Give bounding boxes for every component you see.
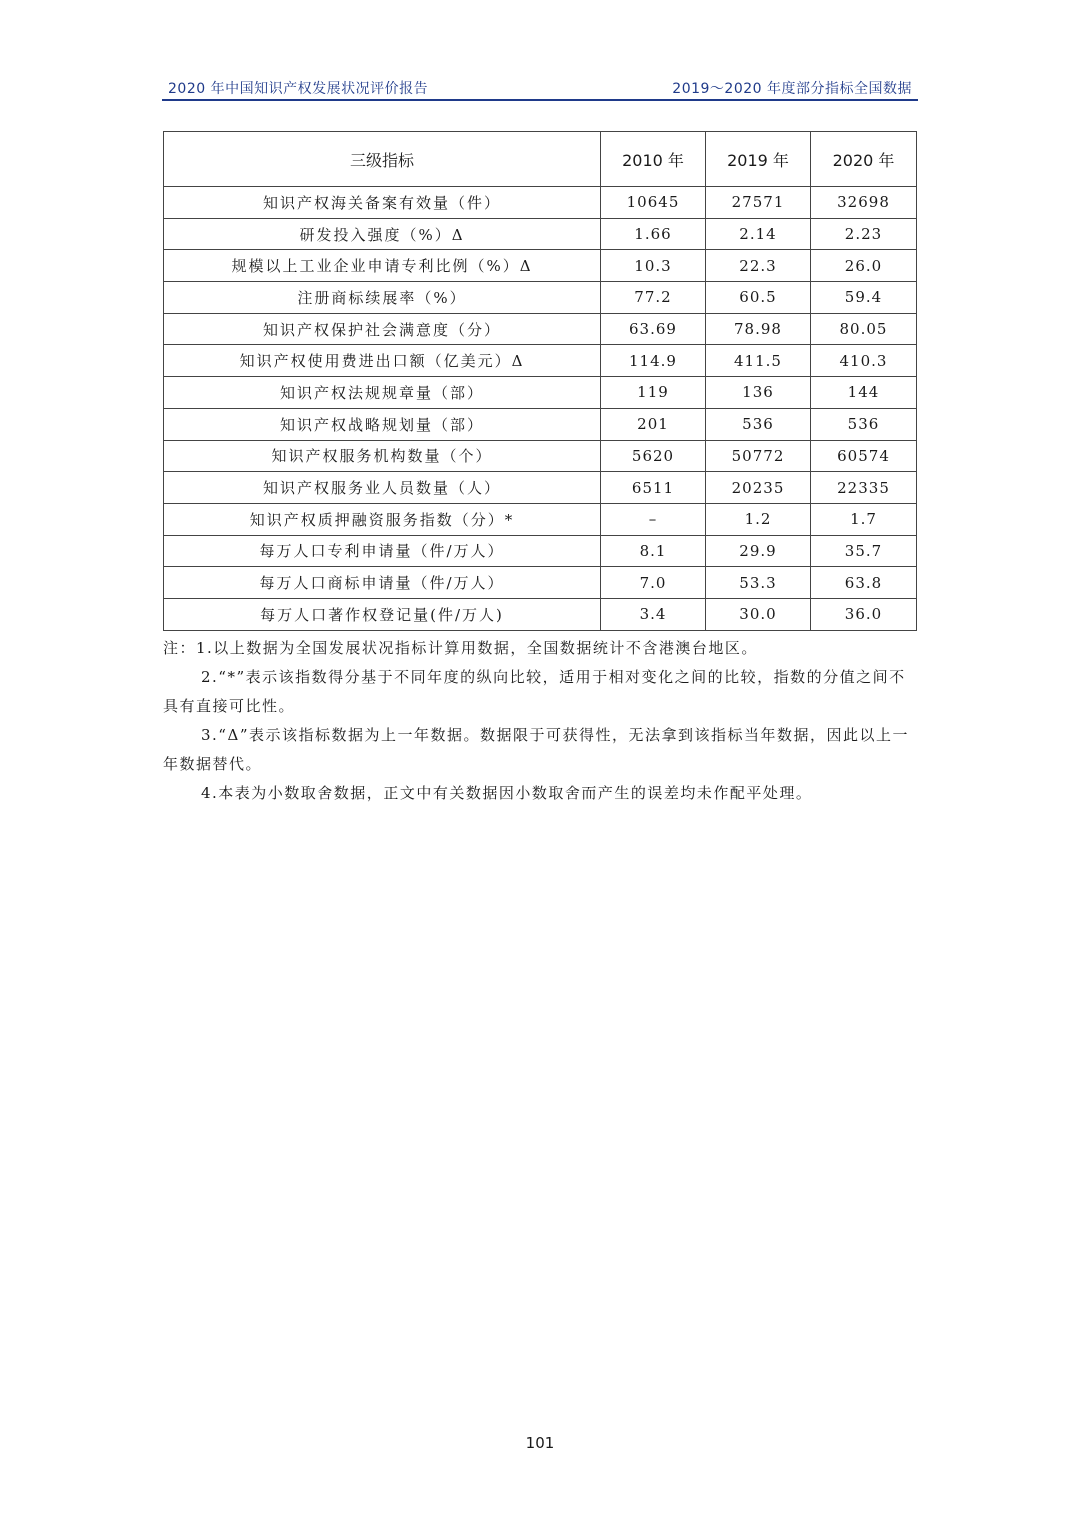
value-2019-cell: 136 — [706, 377, 811, 409]
value-2010-cell: 6511 — [601, 472, 706, 504]
value-2010-cell: 77.2 — [601, 282, 706, 314]
value-2019-cell: 22.3 — [706, 250, 811, 282]
table-row — [164, 282, 917, 314]
column-header-2010: 2010 年 — [601, 132, 706, 187]
value-2020-cell: 63.8 — [811, 567, 917, 599]
indicator-cell: 知识产权保护社会满意度（分） — [164, 313, 601, 345]
note-3: 3.“Δ”表示该指标数据为上一年数据。数据限于可获得性，无法拿到该指标当年数据，因此以上一年数据替代。 — [163, 726, 909, 773]
indicator-cell: 每万人口专利申请量（件/万人） — [164, 535, 601, 567]
note-4: 4.本表为小数取舍数据，正文中有关数据因小数取舍而产生的误差均未作配平处理。 — [201, 784, 813, 802]
value-2020-cell: 32698 — [811, 187, 917, 219]
indicator-cell: 知识产权战略规划量（部） — [164, 408, 601, 440]
indicator-table — [163, 131, 917, 631]
table-row — [164, 345, 917, 377]
value-2020-cell: 60574 — [811, 440, 917, 472]
table-header-row — [164, 132, 917, 187]
indicator-cell: 注册商标续展率（%） — [164, 282, 601, 314]
value-2020-cell: 80.05 — [811, 313, 917, 345]
value-2010-cell: 3.4 — [601, 598, 706, 630]
value-2020-cell: 410.3 — [811, 345, 917, 377]
column-header-indicator: 三级指标 — [164, 132, 601, 187]
indicator-cell: 知识产权使用费进出口额（亿美元）Δ — [164, 345, 601, 377]
value-2019-cell: 30.0 — [706, 598, 811, 630]
value-2010-cell: 7.0 — [601, 567, 706, 599]
report-title: 2020 年中国知识产权发展状况评价报告 — [168, 81, 429, 97]
indicator-cell: 知识产权质押融资服务指数（分）* — [164, 503, 601, 535]
table-row — [164, 218, 917, 250]
value-2019-cell: 50772 — [706, 440, 811, 472]
table-row — [164, 313, 917, 345]
indicator-cell: 每万人口商标申请量（件/万人） — [164, 567, 601, 599]
value-2010-cell: 119 — [601, 377, 706, 409]
indicator-cell: 研发投入强度（%）Δ — [164, 218, 601, 250]
value-2020-cell: 35.7 — [811, 535, 917, 567]
value-2020-cell: 36.0 — [811, 598, 917, 630]
value-2019-cell: 78.98 — [706, 313, 811, 345]
value-2019-cell: 2.14 — [706, 218, 811, 250]
value-2020-cell: 59.4 — [811, 282, 917, 314]
value-2019-cell: 411.5 — [706, 345, 811, 377]
value-2010-cell: 201 — [601, 408, 706, 440]
table-row — [164, 440, 917, 472]
note-2: 2.“*”表示该指数得分基于不同年度的纵向比较，适用于相对变化之间的比较，指数的分值之间不具有直接可比性。 — [163, 668, 906, 715]
table-row — [164, 535, 917, 567]
value-2010-cell: 63.69 — [601, 313, 706, 345]
page-number: 101 — [525, 1434, 555, 1452]
section-title: 2019～2020 年度部分指标全国数据 — [672, 81, 912, 97]
value-2020-cell: 536 — [811, 408, 917, 440]
table-row — [164, 598, 917, 630]
indicator-cell: 知识产权服务业人员数量（人） — [164, 472, 601, 504]
value-2019-cell: 20235 — [706, 472, 811, 504]
table-row — [164, 187, 917, 219]
table-row — [164, 377, 917, 409]
value-2019-cell: 53.3 — [706, 567, 811, 599]
indicator-cell: 知识产权海关备案有效量（件） — [164, 187, 601, 219]
value-2019-cell: 1.2 — [706, 503, 811, 535]
table-row — [164, 472, 917, 504]
header-divider — [162, 99, 918, 101]
value-2010-cell: 1.66 — [601, 218, 706, 250]
table-row — [164, 250, 917, 282]
table-row — [164, 408, 917, 440]
value-2020-cell: 144 — [811, 377, 917, 409]
running-header — [162, 76, 918, 100]
value-2020-cell: 1.7 — [811, 503, 917, 535]
table-row — [164, 567, 917, 599]
table-notes — [163, 634, 918, 808]
value-2020-cell: 26.0 — [811, 250, 917, 282]
value-2010-cell: 10645 — [601, 187, 706, 219]
indicator-cell: 每万人口著作权登记量(件/万人) — [164, 598, 601, 630]
value-2010-cell: 8.1 — [601, 535, 706, 567]
value-2020-cell: 2.23 — [811, 218, 917, 250]
indicator-cell: 知识产权服务机构数量（个） — [164, 440, 601, 472]
indicator-cell: 规模以上工业企业申请专利比例（%）Δ — [164, 250, 601, 282]
column-header-2020: 2020 年 — [811, 132, 917, 187]
indicator-cell: 知识产权法规规章量（部） — [164, 377, 601, 409]
value-2010-cell: – — [601, 503, 706, 535]
value-2010-cell: 5620 — [601, 440, 706, 472]
value-2010-cell: 10.3 — [601, 250, 706, 282]
value-2020-cell: 22335 — [811, 472, 917, 504]
value-2019-cell: 27571 — [706, 187, 811, 219]
column-header-2019: 2019 年 — [706, 132, 811, 187]
value-2010-cell: 114.9 — [601, 345, 706, 377]
table-row — [164, 503, 917, 535]
value-2019-cell: 536 — [706, 408, 811, 440]
value-2019-cell: 60.5 — [706, 282, 811, 314]
value-2019-cell: 29.9 — [706, 535, 811, 567]
note-1: 注：1.以上数据为全国发展状况指标计算用数据，全国数据统计不含港澳台地区。 — [163, 639, 758, 657]
